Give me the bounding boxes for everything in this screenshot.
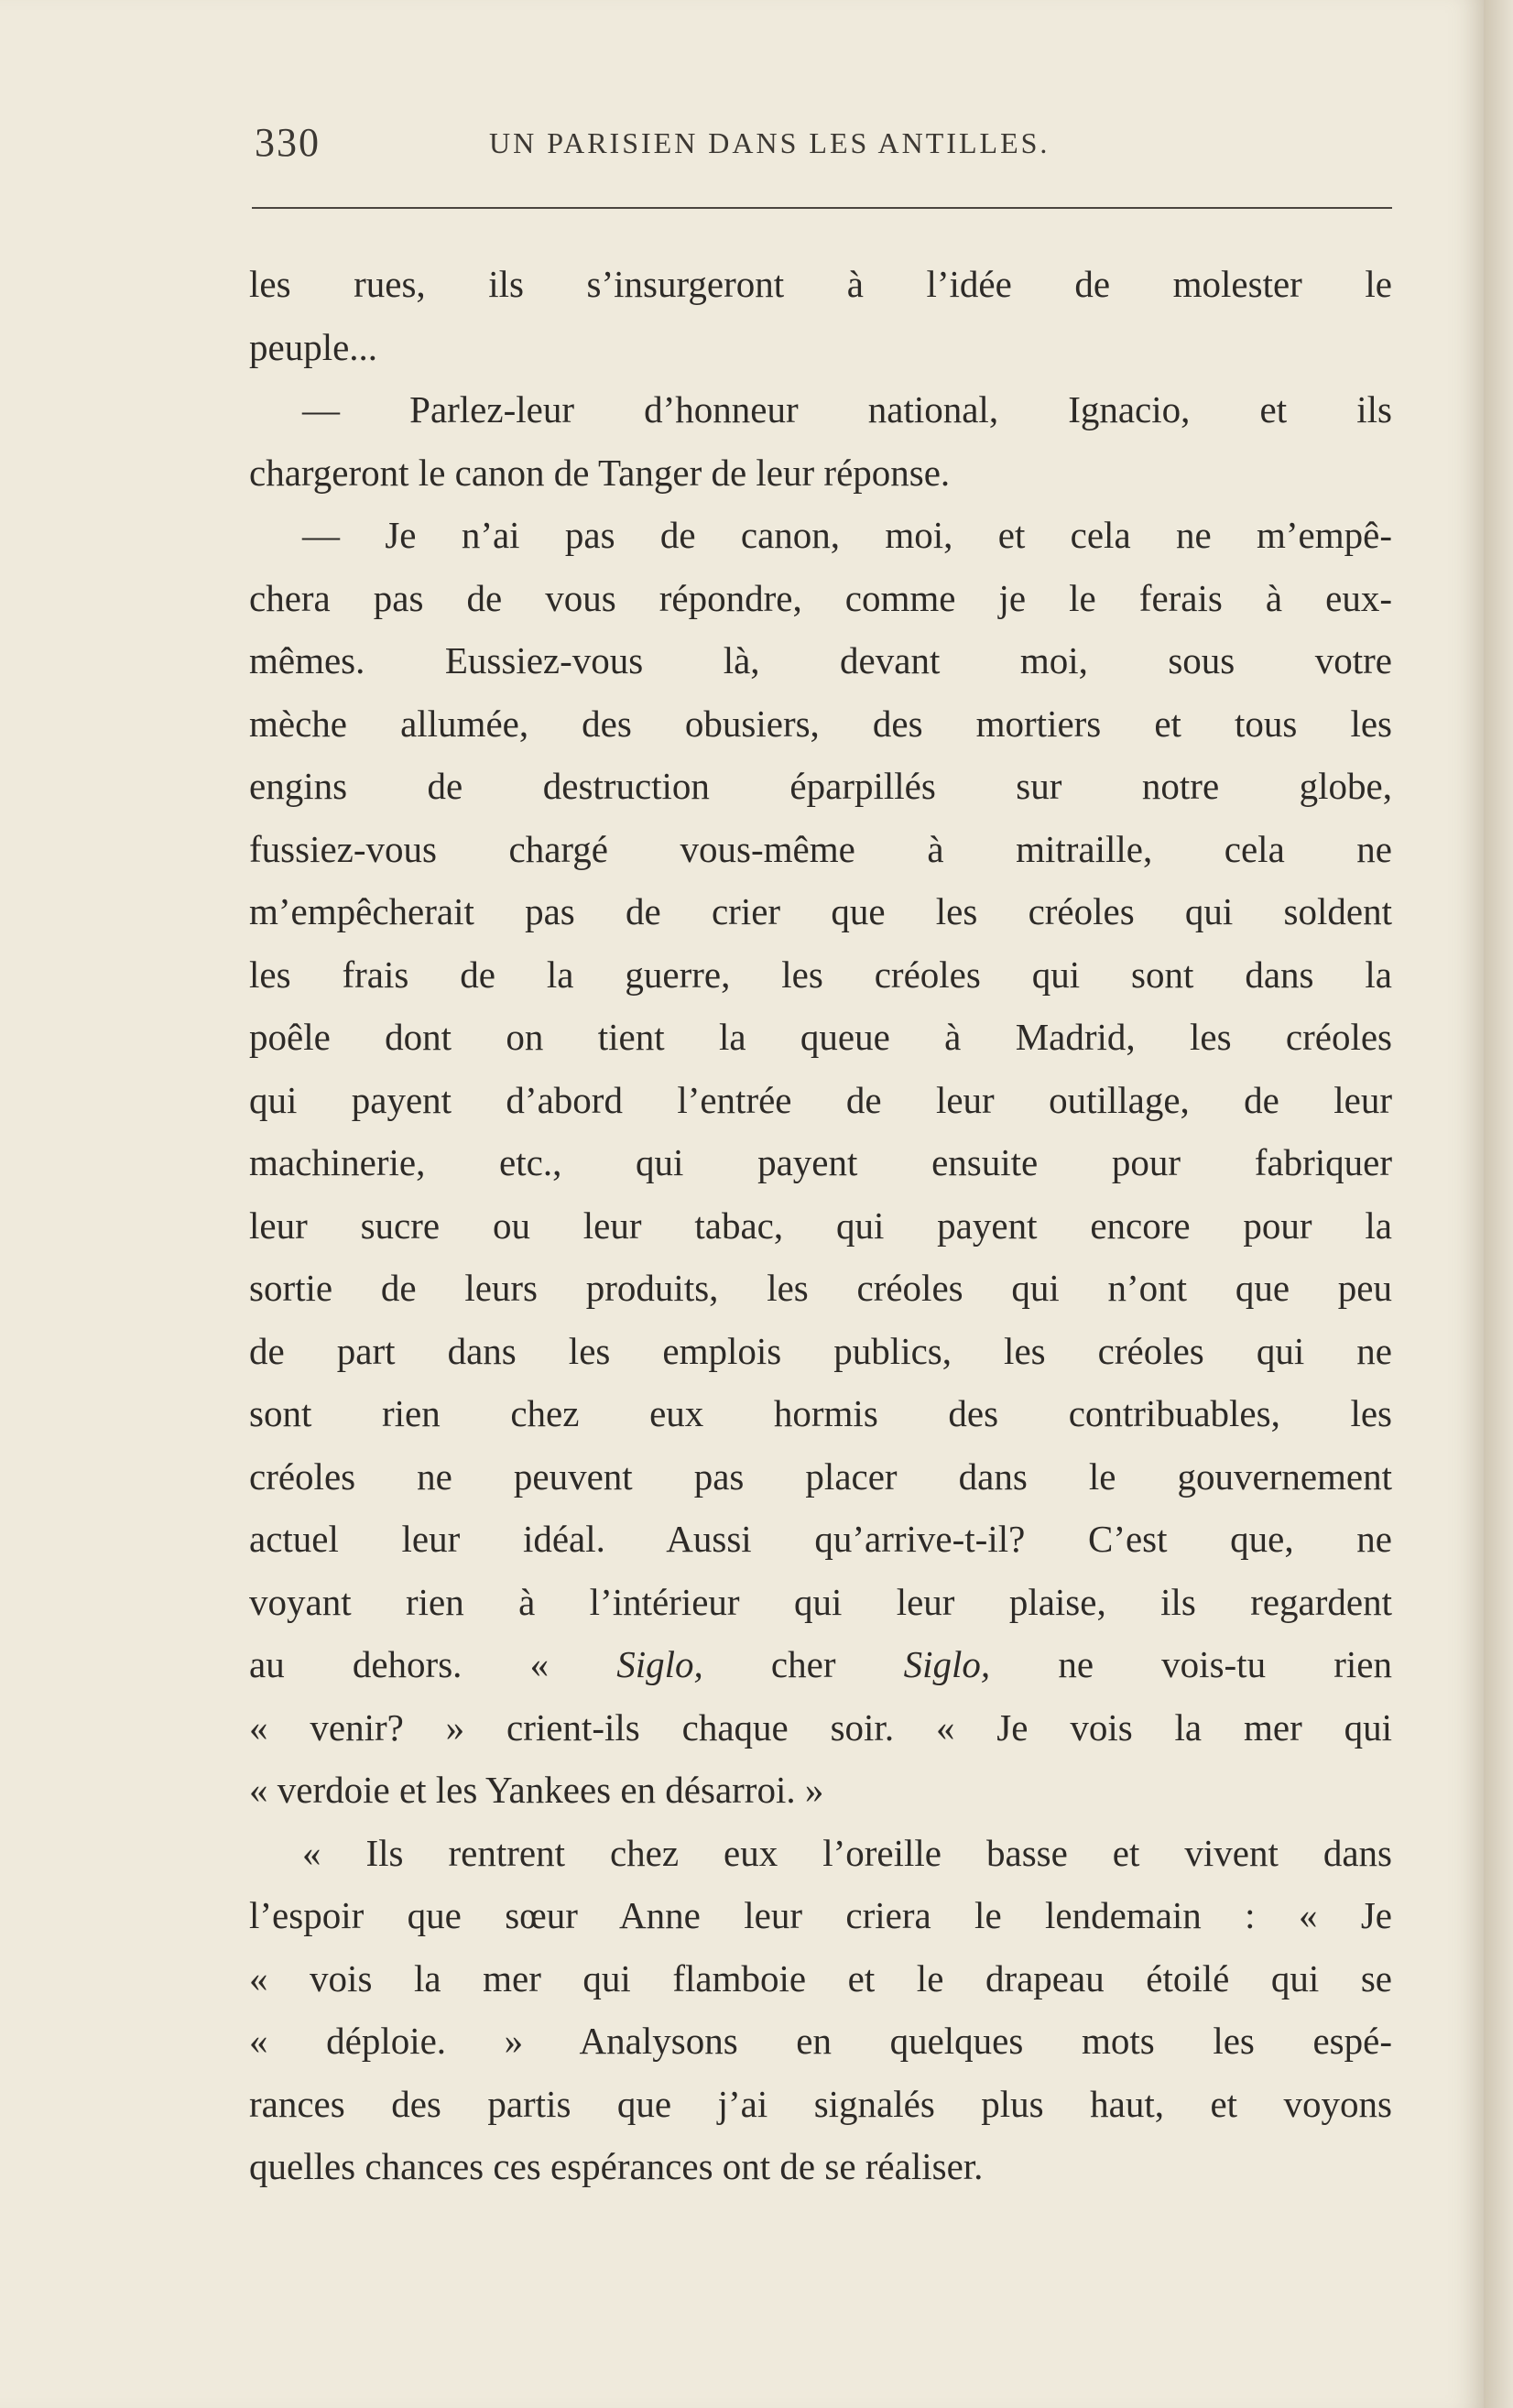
page-header [255,119,1392,192]
text-line: « vois la mer qui flamboie et le drapeau étoilé qui se [249,1956,1392,1999]
text-line: chera pas de vous répondre, comme je le ferais à eux- [249,576,1392,619]
text-line: « verdoie et les Yankees en désarroi. » [249,1769,824,1811]
text-line: les frais de la guerre, les créoles qui sont dans la [249,953,1392,996]
text-line-with-italics [249,1633,1392,1696]
text-line: fussiez-vous chargé vous-même à mitraille, cela ne [249,827,1392,870]
text-segment: au dehors. « [249,1643,617,1685]
text-line: mèche allumée, des obusiers, des mortiers et tous les [249,702,1392,745]
body-text [249,253,1392,2198]
text-line: machinerie, etc., qui payent ensuite pour fabriquer [249,1141,1392,1183]
italic-siglo: Siglo, [616,1643,703,1685]
text-line: peuple... [249,325,378,368]
page-number: 330 [255,120,321,165]
text-line: sont rien chez eux hormis des contribuables, les [249,1392,1392,1434]
text-line: — Je n’ai pas de canon, moi, et cela ne m’empê- [302,514,1392,556]
text-line: engins de destruction éparpillés sur notre globe, [249,765,1392,807]
text-line: « déploie. » Analysons en quelques mots les espé- [249,2020,1392,2062]
text-line: actuel leur idéal. Aussi qu’arrive-t-il? C’est que, ne [249,1518,1392,1560]
text-line: « venir? » crient-ils chaque soir. « Je vois la mer qui [249,1705,1392,1749]
text-line: — Parlez-leur d’honneur national, Ignacio, et ils [302,388,1392,430]
page-edge [1484,0,1513,2408]
text-line: « Ils rentrent chez eux l’oreille basse et vivent dans [302,1831,1392,1874]
text-line: leur sucre ou leur tabac, qui payent encore pour la [249,1204,1392,1247]
text-line: qui payent d’abord l’entrée de leur outillage, de leur [249,1078,1392,1121]
text-line: mêmes. Eussiez-vous là, devant moi, sous votre [249,639,1392,681]
text-line: chargeront le canon de Tanger de leur réponse. [249,451,951,494]
text-line: rances des partis que j’ai signalés plus haut, et voyons [249,2082,1392,2125]
text-line: sortie de leurs produits, les créoles qui n’ont que peu [249,1267,1392,1309]
text-segment: cher [702,1643,904,1685]
header-rule [252,207,1392,209]
text-line: quelles chances ces espérances ont de se réaliser. [249,2145,984,2187]
running-title: UN PARISIEN DANS LES ANTILLES. [489,126,1050,159]
text-line: créoles ne peuvent pas placer dans le gouvernement [249,1455,1392,1498]
text-segment: ne vois-tu rien [990,1643,1392,1685]
text-line: l’espoir que sœur Anne leur criera le lendemain : « Je [249,1894,1392,1936]
italic-siglo: Siglo, [903,1643,991,1685]
text-line: m’empêcherait pas de crier que les créoles qui soldent [249,890,1392,932]
text-line: voyant rien à l’intérieur qui leur plaise, ils regardent [249,1580,1392,1623]
text-line: les rues, ils s’insurgeront à l’idée de molester le [249,263,1392,305]
text-line: de part dans les emplois publics, les créoles qui ne [249,1329,1392,1372]
text-line: poêle dont on tient la queue à Madrid, les créoles [249,1016,1392,1058]
